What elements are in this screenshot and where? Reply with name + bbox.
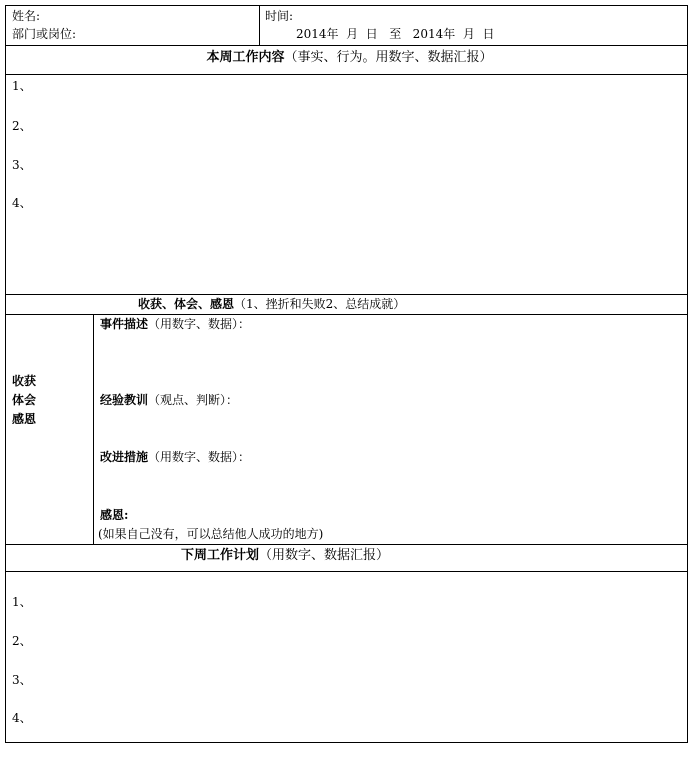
dept-label: 部门或岗位: xyxy=(12,27,77,41)
improve-label: 改进措施 xyxy=(100,450,149,464)
lesson-note: （观点、判断）： xyxy=(148,393,239,407)
this-week-item: 2、 xyxy=(12,119,32,133)
lesson-label: 经验教训 xyxy=(100,393,149,407)
this-week-item: 1、 xyxy=(12,79,32,93)
this-week-item: 4、 xyxy=(12,196,32,210)
reflection-title-row xyxy=(138,297,405,311)
next-week-note: （用数字、数据汇报） xyxy=(259,548,390,563)
next-week-title: 下周工作计划 xyxy=(181,548,260,563)
this-week-note: （事实、行为。用数字、数据汇报） xyxy=(284,50,493,65)
reflection-note: （1、挫折和失败2、总结成就） xyxy=(234,297,406,311)
name-label: 姓名: xyxy=(12,9,41,23)
side-label-1: 收获 xyxy=(12,374,37,388)
side-label-3: 感恩 xyxy=(12,412,37,426)
lesson-row xyxy=(100,393,238,407)
next-week-item: 4、 xyxy=(12,711,32,725)
next-week-body xyxy=(5,571,688,743)
reflection-content-cell xyxy=(93,314,688,545)
time-label: 时间: xyxy=(265,9,294,23)
improve-note: （用数字、数据）： xyxy=(148,450,251,464)
event-label: 事件描述 xyxy=(100,317,149,331)
this-week-title-row xyxy=(0,51,699,65)
event-row xyxy=(100,317,250,331)
next-week-item: 1、 xyxy=(12,595,32,609)
this-week-title: 本周工作内容 xyxy=(206,50,285,65)
next-week-title-row xyxy=(181,549,389,563)
next-week-item: 2、 xyxy=(12,634,32,648)
date-range: 2014年 月 日 至 2014年 月 日 xyxy=(296,27,495,41)
gratitude-note: (如果自己没有，可以总结他人成功的地方) xyxy=(98,527,324,541)
next-week-item: 3、 xyxy=(12,673,32,687)
improve-row xyxy=(100,450,250,464)
side-label-2: 体会 xyxy=(12,393,37,407)
gratitude-label: 感恩: xyxy=(100,508,129,522)
event-note: （用数字、数据）： xyxy=(148,317,251,331)
reflection-side-cell xyxy=(5,314,94,545)
reflection-title: 收获、体会、感恩 xyxy=(138,297,235,311)
this-week-body xyxy=(5,74,688,295)
this-week-item: 3、 xyxy=(12,158,32,172)
